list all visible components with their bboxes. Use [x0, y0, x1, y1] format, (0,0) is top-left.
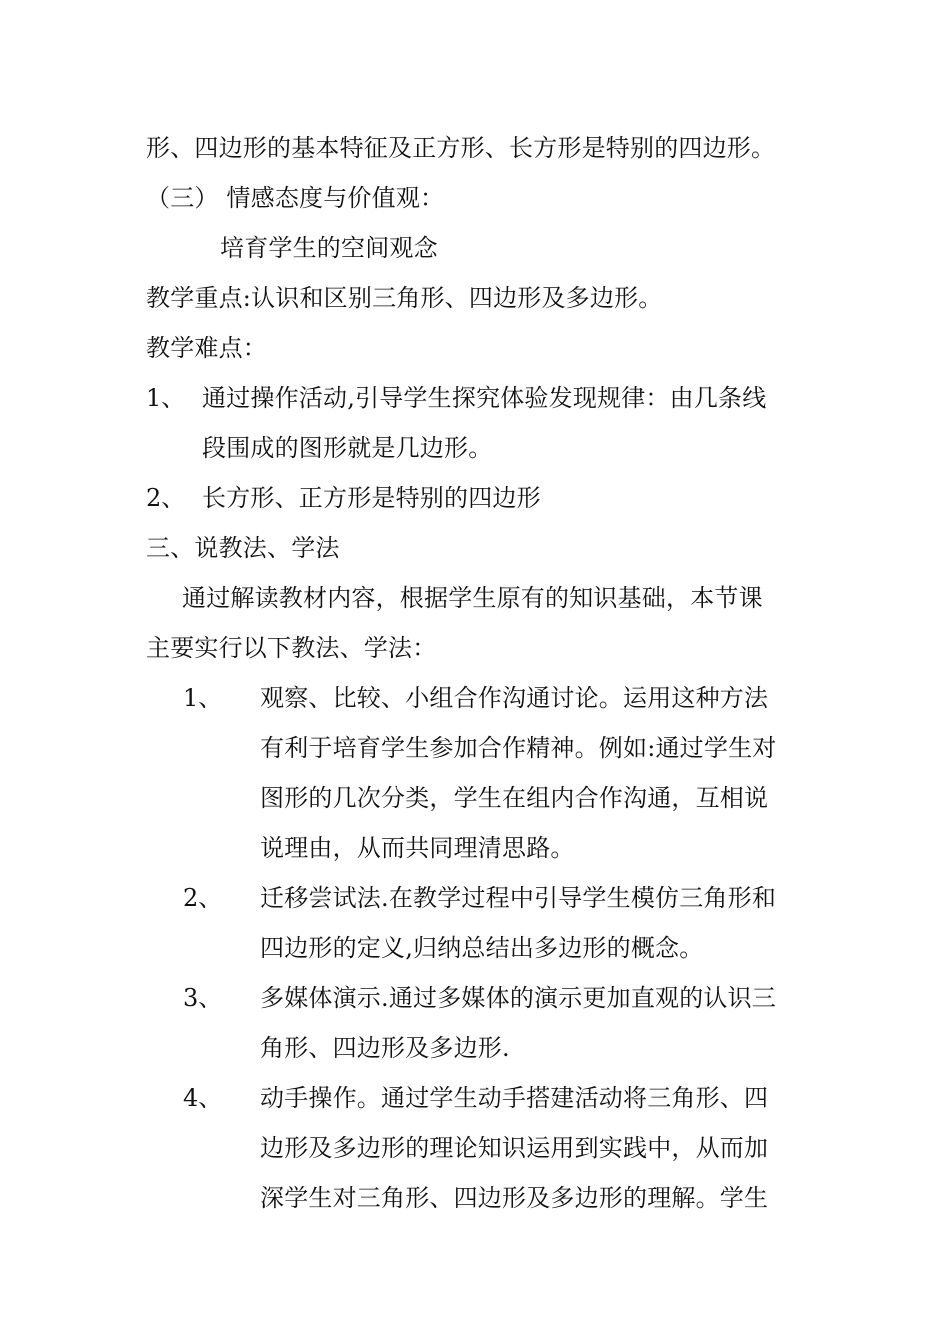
list-item-text: 观察、比较、小组合作沟通讨论。运用这种方法 — [260, 684, 769, 712]
list-item-text: 通过操作活动,引导学生探究体验发现规律：由几条线 — [202, 384, 767, 412]
section-heading: 三、说教法、学法 — [146, 534, 340, 562]
paragraph-line: 主要实行以下教法、学法： — [146, 634, 437, 662]
text-line: 培育学生的空间观念 — [220, 234, 438, 262]
list-item-text: 四边形的定义,归纳总结出多边形的概念。 — [260, 934, 704, 962]
section-heading: （三） 情感态度与价值观： — [146, 184, 445, 212]
list-number: 3、 — [183, 984, 223, 1012]
list-item-text: 多媒体演示.通过多媒体的演示更加直观的认识三 — [260, 984, 777, 1012]
list-item-text: 有利于培育学生参加合作精神。例如:通过学生对 — [260, 734, 777, 762]
paragraph-line: 通过解读教材内容，根据学生原有的知识基础，本节课 — [182, 584, 763, 612]
list-item-text: 边形及多边形的理论知识运用到实践中，从而加 — [260, 1134, 769, 1162]
list-item-text: 动手操作。通过学生动手搭建活动将三角形、四 — [260, 1084, 769, 1112]
list-item-text: 图形的几次分类，学生在组内合作沟通，互相说 — [260, 784, 769, 812]
list-number: 4、 — [183, 1084, 223, 1112]
list-item-text: 深学生对三角形、四边形及多边形的理解。学生 — [260, 1184, 769, 1212]
list-number: 2、 — [183, 884, 223, 912]
list-number: 2、 — [146, 484, 186, 512]
list-item-text: 长方形、正方形是特别的四边形 — [202, 484, 541, 512]
text-line: 形、四边形的基本特征及正方形、长方形是特别的四边形。 — [146, 134, 776, 162]
list-item-text: 迁移尝试法.在教学过程中引导学生模仿三角形和 — [260, 884, 777, 912]
list-item-text: 说理由，从而共同理清思路。 — [260, 834, 575, 862]
text-line: 教学重点:认识和区别三角形、四边形及多边形。 — [146, 284, 663, 312]
list-item-text: 段围成的图形就是几边形。 — [202, 434, 493, 462]
list-number: 1、 — [146, 384, 186, 412]
list-item-text: 角形、四边形及多边形. — [260, 1034, 510, 1062]
list-number: 1、 — [183, 684, 223, 712]
text-line: 教学难点： — [146, 334, 267, 362]
